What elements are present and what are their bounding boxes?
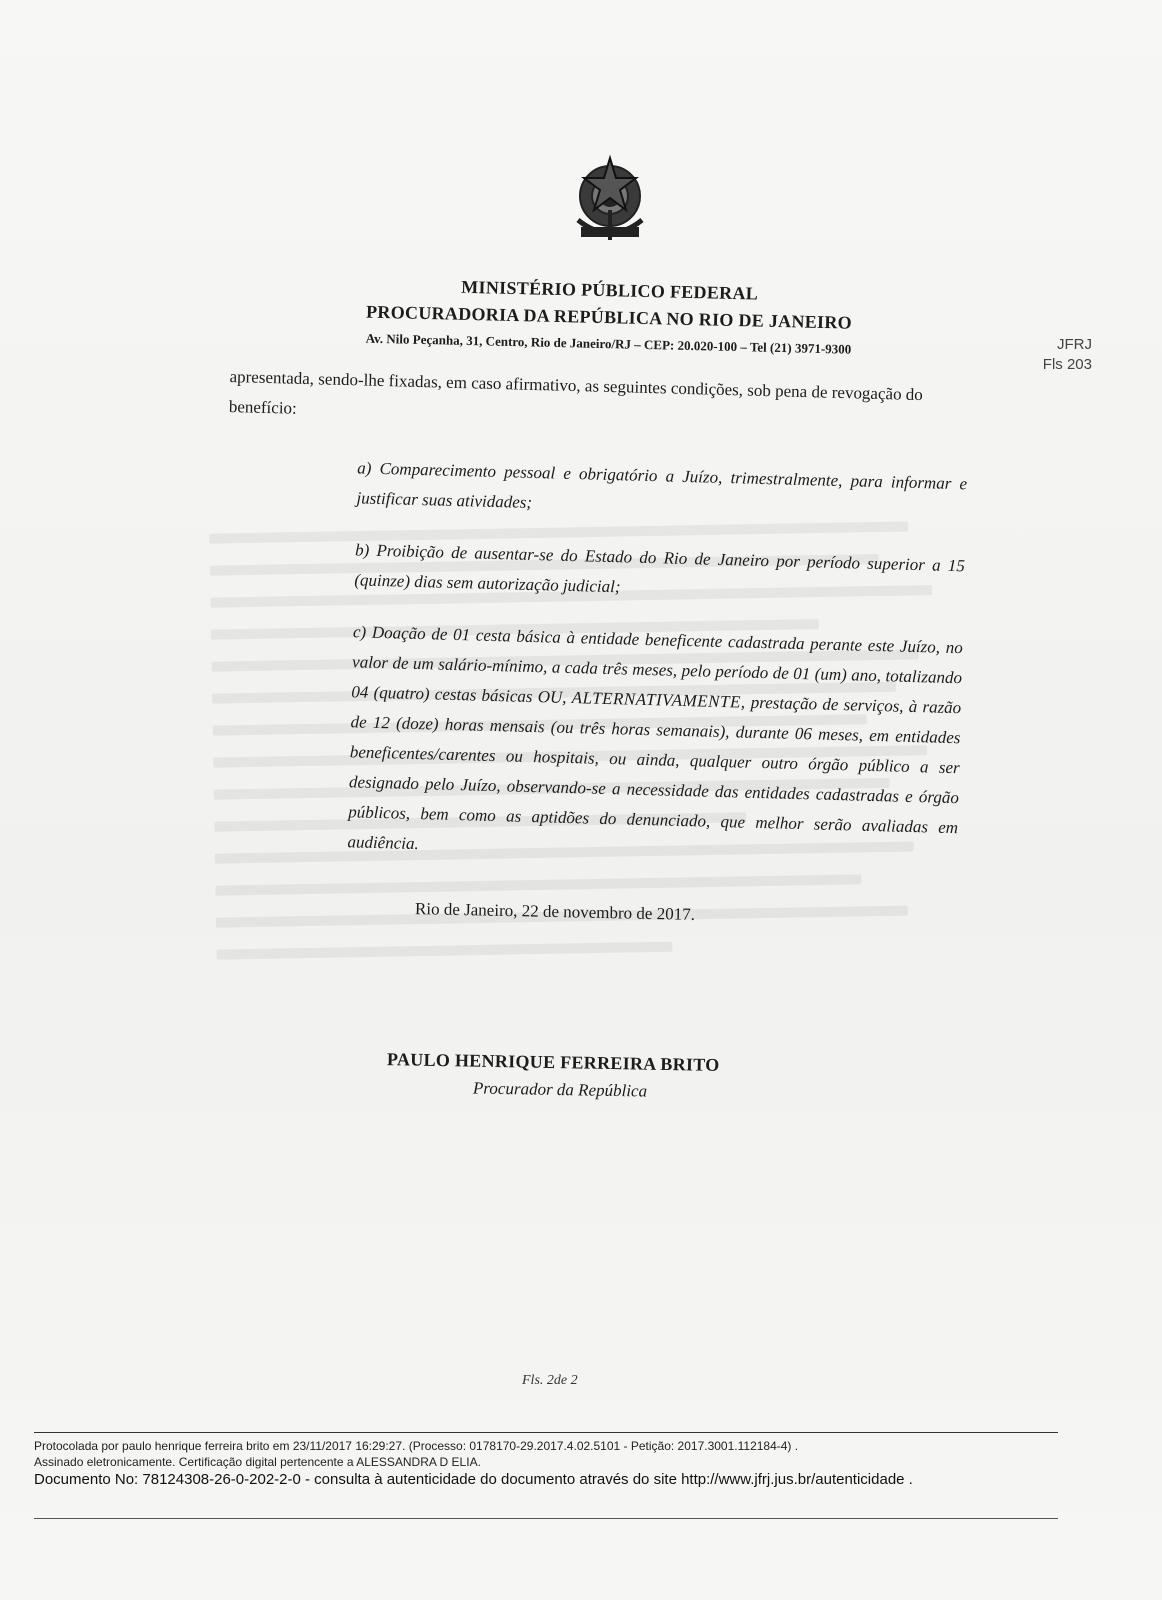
conditions-list [347, 453, 967, 873]
institution-name: MINISTÉRIO PÚBLICO FEDERAL [461, 276, 759, 304]
office-address: Av. Nilo Peçanha, 31, Centro, Rio de Janeiro/RJ – CEP: 20.020-100 – Tel (21) 3971-9300 [365, 330, 852, 357]
page-number: Fls. 2de 2 [522, 1373, 578, 1388]
condition-item-c [347, 617, 963, 873]
footer-divider [34, 1518, 1058, 1519]
document-body [217, 362, 970, 895]
court-stamp [1043, 335, 1092, 375]
condition-c-alternatively: ALTERNATIVAMENTE, [571, 688, 746, 712]
signatory-name: PAULO HENRIQUE FERREIRA BRITO [386, 1049, 720, 1075]
signatory-role: Procurador da República [472, 1078, 648, 1101]
intro-paragraph: apresentada, sendo-lhe fixadas, em caso afirmativo, as seguintes condições, sob pena de revogação do benefício: [228, 366, 924, 418]
footer-certificate-line: Assinado eletronicamente. Certificação digital pertencente a ALESSANDRA D ELIA. [34, 1455, 481, 1469]
coat-of-arms-emblem [560, 150, 660, 250]
document-date: Rio de Janeiro, 22 de novembro de 2017. [414, 899, 696, 924]
stamp-sheet: Fls 203 [1042, 356, 1092, 373]
footer-protocol-line: Protocolada por paulo henrique ferreira brito em 23/11/2017 16:29:27. (Processo: 0178170-29.2017.4.02.5101 - Petição: 2017.3001.112184-4) . [34, 1439, 799, 1453]
footer-document-number: Documento No: 78124308-26-0-202-2-0 - consulta à autenticidade do documento através do site http://www.jfrj.jus.br/autenticidade . [34, 1471, 913, 1488]
condition-c-part2: prestação de serviços, à razão de 12 (doze) horas mensais (ou três horas semanais), durante 06 meses, em entidades beneficentes/carentes ou hospitais, ou ainda, qualquer outro órgão público a ser designado pelo Juízo, observando-se a necessidade das entidades cadastradas e órgão públicos, bem como as aptidões do denunciado, que melhor serão avaliadas em audiência. [347, 692, 962, 854]
office-name: PROCURADORIA DA REPÚBLICA NO RIO DE JANEIRO [365, 301, 853, 333]
electronic-signature-footer [34, 1432, 1058, 1529]
stamp-court: JFRJ [1057, 336, 1092, 353]
condition-item-a: a) Comparecimento pessoal e obrigatório a Juízo, trimestralmente, para informar e justificar suas atividades; [356, 458, 968, 512]
condition-item-b: b) Proibição de ausentar-se do Estado do Rio de Janeiro por período superior a 15 (quinze) dias sem autorização judicial; [354, 540, 966, 597]
condition-c-part1: c) Doação de 01 cesta básica à entidade beneficente cadastrada perante este Juízo, no valor de um salário-mínimo, a cada três meses, pelo período de 01 (um) ano, totalizando 04 (quatro) cestas básicas OU, [351, 622, 964, 707]
